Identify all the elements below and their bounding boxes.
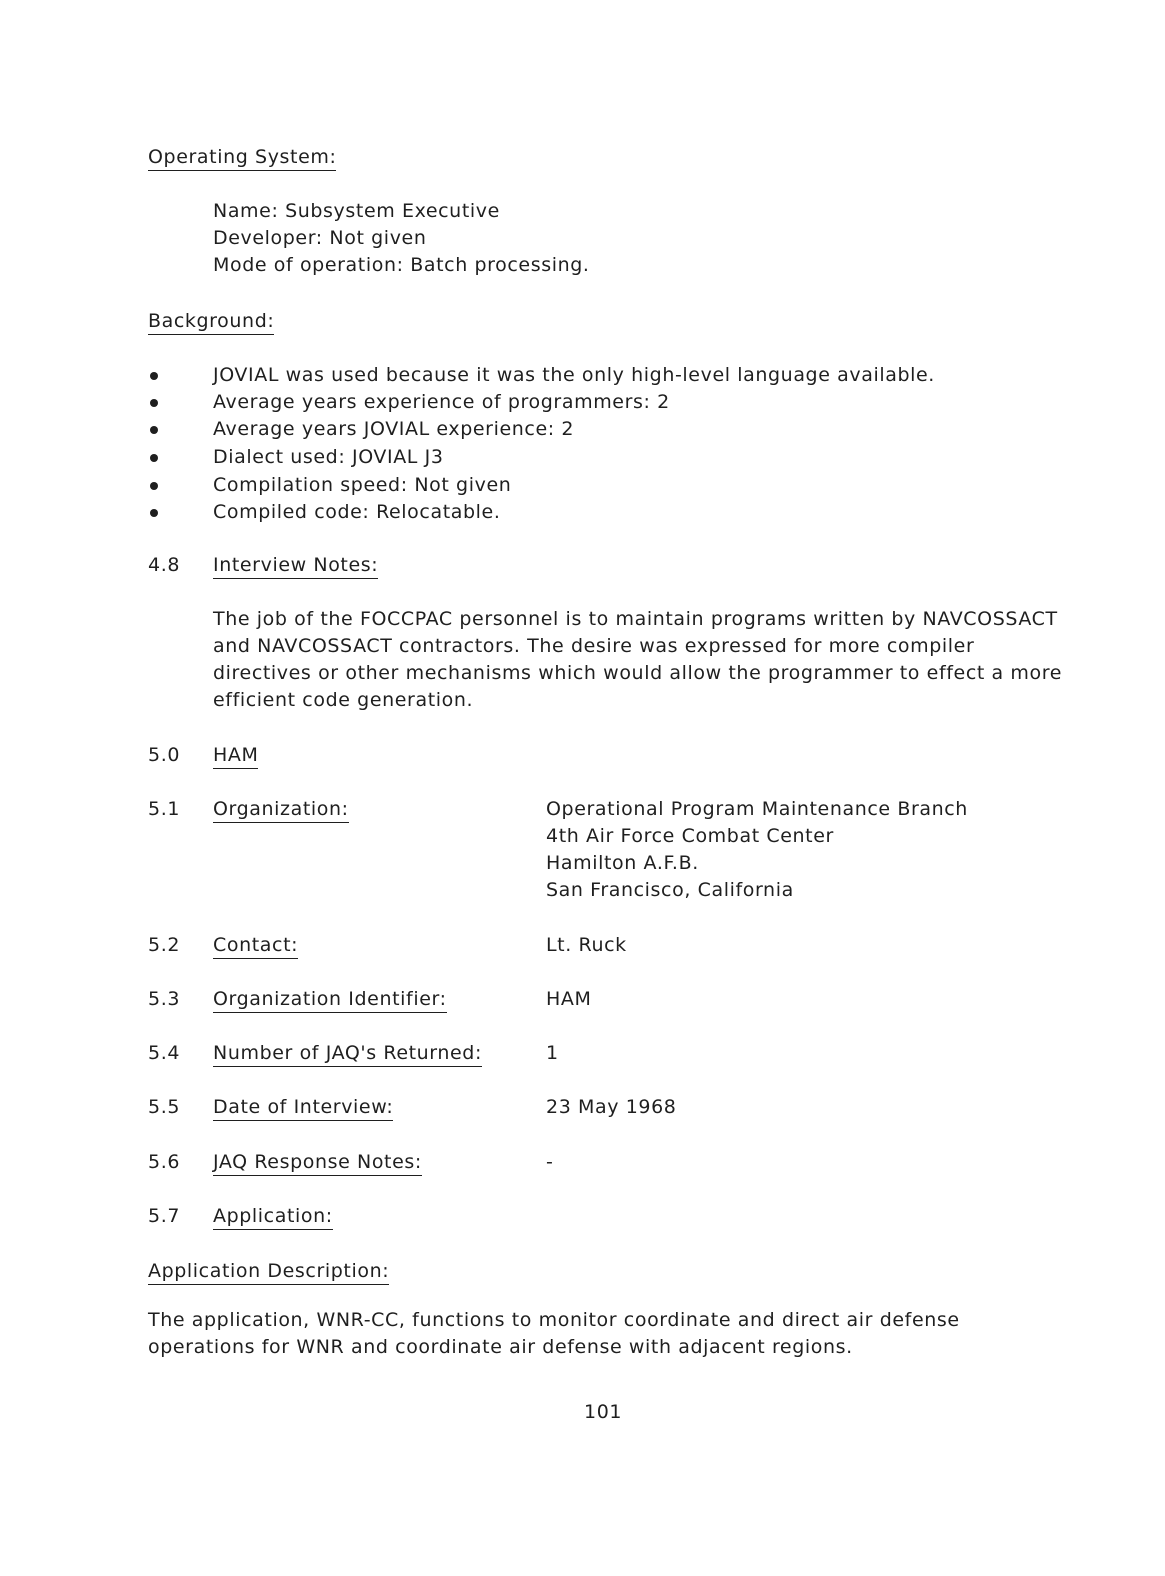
interview-notes-number: 4.8 (148, 554, 181, 576)
organization-identifier-value: HAM (546, 988, 592, 1010)
background-bullet-4: Dialect used: JOVIAL J3 (213, 446, 444, 468)
contact-value: Lt. Ruck (546, 934, 627, 956)
os-name-line: Name: Subsystem Executive (213, 200, 500, 222)
date-of-interview-value: 23 May 1968 (546, 1096, 677, 1118)
field-number-5-3: 5.3 (148, 988, 181, 1010)
jaq-returned-value: 1 (546, 1042, 559, 1064)
bullet-dot-icon (150, 509, 158, 517)
interview-notes-heading: Interview Notes: (213, 552, 378, 579)
background-bullet-1: JOVIAL was used because it was the only high-level language available. (213, 364, 935, 386)
date-of-interview-label: Date of Interview: (213, 1094, 393, 1121)
application-label: Application: (213, 1203, 333, 1230)
bullet-dot-icon (150, 482, 158, 490)
interview-notes-body: The job of the FOCCPAC personnel is to maintain programs written by NAVCOSSACT and NAVCOSSACT contractors. The desire was expressed for more compiler directives or other mechanisms which would allow the programmer to effect a more efficient code generation. (213, 608, 1063, 711)
bullet-dot-icon (150, 372, 158, 380)
jaq-response-notes-value: - (546, 1151, 554, 1173)
application-description-body: The application, WNR-CC, functions to monitor coordinate and direct air defense operations for WNR and coordinate air defense with adjacent regions. (148, 1309, 960, 1358)
field-number-5-5: 5.5 (148, 1096, 181, 1118)
field-number-5-6: 5.6 (148, 1151, 181, 1173)
field-number-5-7: 5.7 (148, 1205, 181, 1227)
bullet-dot-icon (150, 399, 158, 407)
operating-system-heading: Operating System: (148, 144, 336, 171)
bullet-dot-icon (150, 426, 158, 434)
background-bullet-6: Compiled code: Relocatable. (213, 501, 501, 523)
field-number-5-1: 5.1 (148, 798, 181, 820)
background-bullet-5: Compilation speed: Not given (213, 474, 512, 496)
contact-label: Contact: (213, 932, 298, 959)
bullet-dot-icon (150, 454, 158, 462)
jaq-returned-label: Number of JAQ's Returned: (213, 1040, 482, 1067)
background-bullet-2: Average years experience of programmers: 2 (213, 391, 670, 413)
os-mode-line: Mode of operation: Batch processing. (213, 254, 590, 276)
section-number: 5.0 (148, 744, 181, 766)
background-heading: Background: (148, 308, 274, 335)
application-description-heading: Application Description: (148, 1258, 389, 1285)
jaq-response-notes-label: JAQ Response Notes: (213, 1149, 422, 1176)
page-number: 101 (584, 1401, 623, 1423)
operating-system-details (213, 198, 590, 279)
os-developer-line: Developer: Not given (213, 227, 427, 249)
section-title: HAM (213, 742, 258, 769)
organization-identifier-label: Organization Identifier: (213, 986, 447, 1013)
background-bullet-3: Average years JOVIAL experience: 2 (213, 418, 575, 440)
organization-label: Organization: (213, 796, 349, 823)
field-number-5-2: 5.2 (148, 934, 181, 956)
field-number-5-4: 5.4 (148, 1042, 181, 1064)
organization-value: Operational Program Maintenance Branch 4th Air Force Combat Center Hamilton A.F.B. San Francisco, California (546, 798, 968, 901)
